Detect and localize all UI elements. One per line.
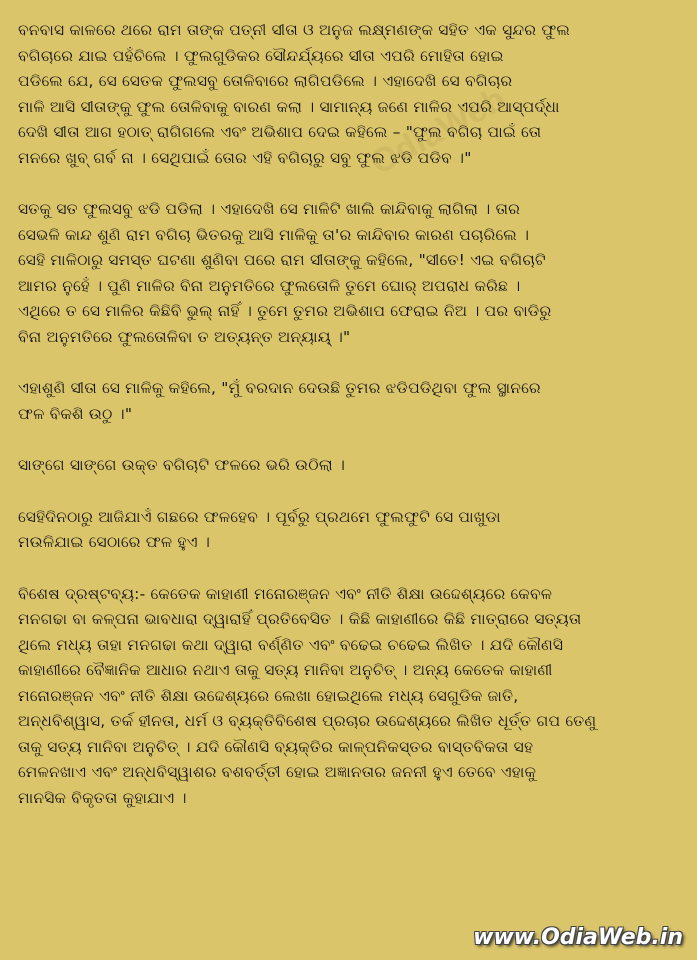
story-paragraph-5 xyxy=(18,505,679,556)
text-line: ଥିଲେ ମଧ୍ୟ ତାହା ମନଗଢା କଥା ଦ୍ୱାରା ବର୍ଣ୍ଣିତ ଏବଂ ବଢେଇ ଚଢେଇ ଲିଖିତ । ଯଦି କୌଣସି xyxy=(18,635,564,654)
paragraph-gap xyxy=(18,350,679,376)
site-label: www.OdiaWeb.in xyxy=(473,925,683,950)
text-line: ମଉଳିଯାଇ ସେଠାରେ ଫଳ ହୁଏ । xyxy=(18,533,210,551)
text-line: ସେହିଦିନଠାରୁ ଆଜିଯାଏଁ ଗଛରେ ଫଳହେବ । ପୂର୍ବରୁ ପ୍ରଥମେ ଫୁଲଫୁଟି ସେ ପାଖୁଡା xyxy=(18,507,501,526)
story-paragraph-1 xyxy=(18,18,679,171)
text-line: ପଡିଲେ ଯେ, ସେ ସେତକ ଫୁଲସବୁ ତୋଳିବାରେ ଲାଗିପଡିଲେ । ଏହାଦେଖି ସେ ବଗିଚାର xyxy=(18,72,513,90)
text-line: ସାଙ୍ଗେ ସାଙ୍ଗେ ଉକ୍ତ ବଗିଚାଟି ଫଳରେ ଭରି ଉଠିଲା । xyxy=(18,456,346,474)
text-line: ମେଳନଖାଏ ଏବଂ ଅନ୍ଧବିସ୍ୱାଶର ବଶବର୍ତ୍ତୀ ହୋଇ ଅଜ୍ଞାନତାର ଜନନୀ ହୁଏ ତେବେ ଏହାକୁ xyxy=(18,763,537,781)
story-paragraph-2 xyxy=(18,197,679,350)
text-line: ଫଳ ବିକଶି ଉଠୁ ।" xyxy=(18,404,133,423)
text-line: ଏହାଶୁଣି ସୀତା ସେ ମାଳିକୁ କହିଲେ, "ମୁଁ ବରଦାନ ଦେଉଛି ତୁମର ଝଡିପଡିଥିବା ଫୁଲ ସ୍ଥାନରେ xyxy=(18,379,541,397)
text-line: ମାଳି ଆସି ସୀତାଙ୍କୁ ଫୁଲ ତୋଳିବାକୁ ବାରଣ କଲା । ସାମାନ୍ୟ ଜଣେ ମାଳିର ଏପରି ଆସ୍ପର୍ଦ୍ଧା xyxy=(18,97,560,116)
text-line: କାହାଣୀରେ ବୈଜ୍ଞାନିକ ଆଧାର ନଥାଏ ତାକୁ ସତ୍ୟ ମାନିବା ଅନୁଚିତ୍ । ଅନ୍ୟ କେତେକ କାହାଣୀ xyxy=(18,661,553,679)
text-line: ମନୋରଞ୍ଜନ ଏବଂ ନୀତି ଶିକ୍ଷା ଉଦ୍ଦେଶ୍ୟରେ ଲେଖା ହୋଇଥିଲେ ମଧ୍ୟ ସେଗୁଡିକ ଜାତି, xyxy=(18,686,519,705)
paragraph-gap xyxy=(18,171,679,197)
text-line: ଏଥିରେ ତ ସେ ମାଳିର କିଛିବି ଭୁଲ୍ ନାହିଁ । ତୁମେ ତୁମର ଅଭିଶାପ ଫେରାଇ ନିଅ । ପର ବାଡିରୁ xyxy=(18,302,552,320)
text-line: ମନରେ ଖୁବ୍ ଗର୍ବ ନା । ସେଥିପାଇଁ ତୋର ଏହି ବଗିଚାରୁ ସବୁ ଫୁଲ ଝଡି ପଡିବ ।" xyxy=(18,148,472,167)
paragraph-gap xyxy=(18,479,679,505)
text-line: ଦେଖି ସୀତା ଆଗ ହଠାତ୍ ରାଗିଗଲେ ଏବଂ ଅଭିଶାପ ଦେଇ କହିଲେ – "ଫୁଲ ବଗିଚା ପାଇଁ ତୋ xyxy=(18,123,542,141)
paragraph-gap xyxy=(18,427,679,453)
story-paragraph-3 xyxy=(18,376,679,427)
text-line: ମନଗଢା ବା କଳ୍ପନା ଭାବଧାରା ଦ୍ୱାରାହିଁ ପ୍ରତିବେସିତ । କିଛି କାହାଣୀରେ କିଛି ମାତ୍ରାରେ ସତ୍ୟତା xyxy=(18,610,582,628)
text-line: ବଗିଚାରେ ଯାଇ ପହଁଚିଲେ । ଫୁଲଗୁଡିକର ସୌନ୍ଦର୍ଯ୍ୟରେ ସୀତା ଏପରି ମୋହିତା ହୋଇ xyxy=(18,46,504,65)
watermark: OdiaWeb xyxy=(364,79,512,183)
text-line: ଆମର ନୁହେଁ । ପୁଣି ମାଳିର ବିନା ଅନୁମତିରେ ଫୁଲତୋଳି ତୁମେ ଘୋର୍ ଅପରାଧ କରିଛ । xyxy=(18,276,521,295)
text-line: ମାନସିକ ବିକୃତତା କୁହାଯାଏ । xyxy=(18,788,187,807)
text-line: ବିଶେଷ ଦ୍ରଷ୍ଟବ୍ୟ:- କେତେକ କାହାଣୀ ମନୋରଞ୍ଜନ ଏବଂ ନୀତି ଶିକ୍ଷା ଉଦ୍ଦେଶ୍ୟରେ କେବଳ xyxy=(18,584,553,603)
text-line: ବନବାସ କାଳରେ ଥରେ ରାମ ତାଙ୍କ ପତ୍ନୀ ସୀତା ଓ ଅନୁଜ ଲକ୍ଷ୍ମଣଙ୍କ ସହିତ ଏକ ସୁନ୍ଦର ଫୁଲ xyxy=(18,21,571,39)
text-line: ବିନା ଅନୁମତିରେ ଫୁଲତୋଳିବା ତ ଅତ୍ୟନ୍ତ ଅନ୍ୟାୟ୍ ।" xyxy=(18,327,351,346)
text-line: ତାକୁ ସତ୍ୟ ମାନିବା ଅନୁଚିତ୍ । ଯଦି କୌଣସି ବ୍ୟକ୍ତିର କାଳ୍ପନିକସ୍ତର ବାସ୍ତବିକତା ସହ xyxy=(18,737,534,756)
text-line: ସତକୁ ସତ ଫୁଲସବୁ ଝଡି ପଡିଲା । ଏହାଦେଖି ସେ ମାଳିଟି ଖାଲି କାନ୍ଦିବାକୁ ଲାଗିଲା । ତାର xyxy=(18,200,521,218)
paragraph-gap xyxy=(18,556,679,582)
story-paragraph-4 xyxy=(18,453,679,479)
text-line: ଅନ୍ଧବିଶ୍ୱାସ, ତର୍କ ହୀନତା, ଧର୍ମ ଓ ବ୍ୟକ୍ତିବିଶେଷ ପ୍ରଚାର ଉଦ୍ଦେଶ୍ୟରେ ଲିଖିତ ଧୂର୍ତ୍ତ ଗପ ତେଣୁ xyxy=(18,712,597,730)
text-line: ସେଭଳି କାନ୍ଦ ଶୁଣି ରାମ ବଗିଚା ଭିତରକୁ ଆସି ମାଳିକୁ ତା'ର କାନ୍ଦିବାର କାରଣ ପଚାରିଲେ । xyxy=(18,225,530,244)
text-line: ସେହି ମାଳିଠାରୁ ସମସ୍ତ ଘଟଣା ଶୁଣିବା ପରେ ରାମ ସୀତାଙ୍କୁ କହିଲେ, "ସୀତେ! ଏଇ ବଗିଚାଟି xyxy=(18,251,546,269)
special-note-paragraph xyxy=(18,582,679,812)
